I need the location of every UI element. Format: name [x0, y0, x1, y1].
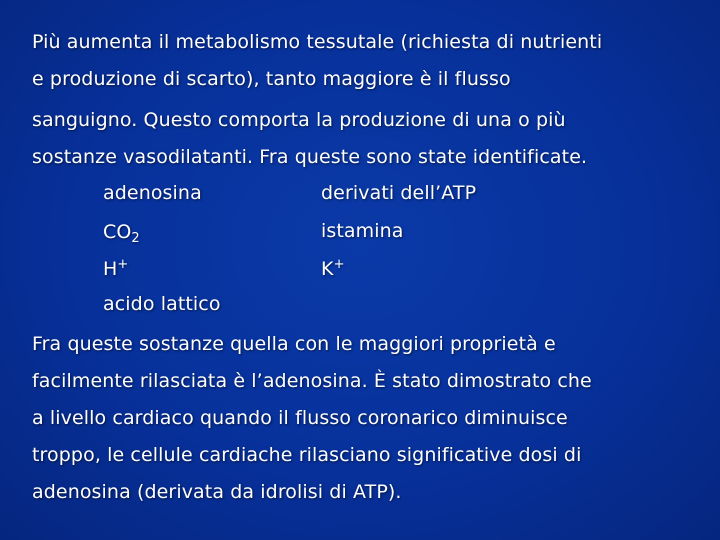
k-superscript: +: [333, 257, 345, 272]
substance-h-ion: [103, 257, 128, 281]
conclusion-line-1: Fra queste sostanze quella con le maggiori proprietà e: [32, 333, 556, 355]
intro-line-1: Più aumenta il metabolismo tessutale (richiesta di nutrienti: [32, 31, 603, 53]
intro-line-3: sanguigno. Questo comporta la produzione di una o più: [32, 109, 566, 131]
conclusion-line-4: troppo, le cellule cardiache rilasciano significative dosi di: [32, 444, 582, 466]
conclusion-line-5: adenosina (derivata da idrolisi di ATP).: [32, 481, 402, 503]
substance-adenosina: adenosina: [103, 182, 202, 204]
substance-co2: [103, 220, 140, 244]
h-superscript: +: [117, 257, 129, 272]
conclusion-line-2: facilmente rilasciata è l’adenosina. È stato dimostrato che: [32, 370, 592, 392]
co2-base: CO: [103, 221, 132, 243]
substance-acido-lattico: acido lattico: [103, 293, 221, 315]
co2-subscript: 2: [131, 231, 140, 246]
k-base: K: [321, 258, 334, 280]
h-base: H: [103, 258, 118, 280]
substance-k-ion: [321, 257, 345, 281]
intro-line-2: e produzione di scarto), tanto maggiore è il flusso: [32, 68, 511, 90]
substance-derivati-atp: derivati dell’ATP: [321, 182, 477, 204]
conclusion-line-3: a livello cardiaco quando il flusso coronarico diminuisce: [32, 407, 568, 429]
substance-istamina: istamina: [321, 220, 404, 242]
intro-line-4: sostanze vasodilatanti. Fra queste sono state identificate.: [32, 146, 588, 168]
